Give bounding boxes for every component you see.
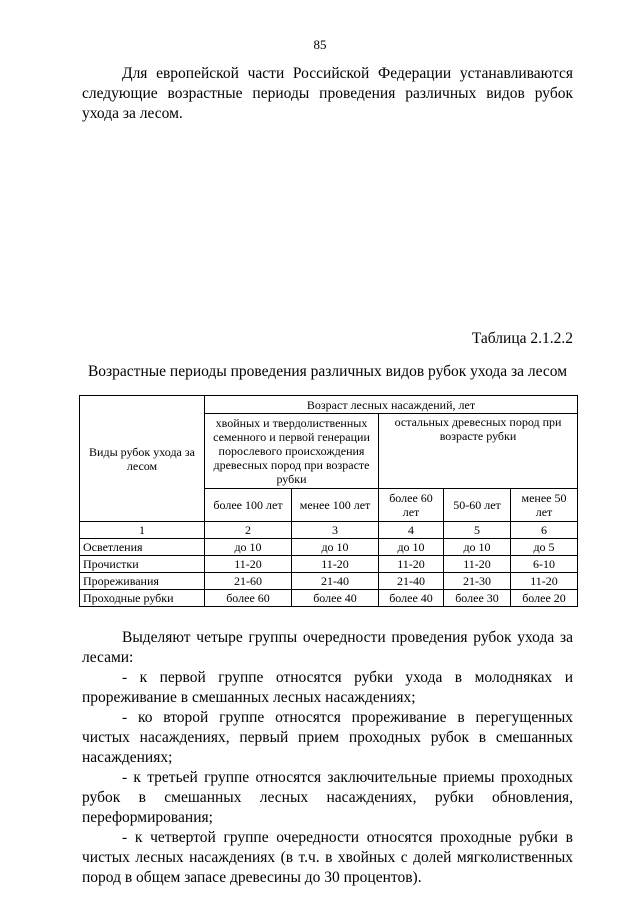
row-name-cell: Прочистки (80, 556, 205, 573)
table-row (80, 556, 578, 573)
column-number-cell: 6 (511, 522, 578, 539)
group-item: - к четвертой группе очередности относятся проходные рубки в чистых лесных насаждениях (в т.ч. в хвойных с долей мягколиственных пород в общем запасе древесины до 30 процентов). (82, 829, 573, 886)
subheader-cell: более 60 лет (379, 489, 444, 522)
table-cell: более 40 (379, 590, 444, 607)
group-item: - к третьей группе относятся заключительные приемы проходных рубок в смешанных лесных насаждениях, рубки обновления, переформирования; (82, 769, 573, 826)
column-number-cell: 2 (205, 522, 292, 539)
table-cell: до 10 (444, 539, 511, 556)
table-cell: 21-40 (379, 573, 444, 590)
table-cell: 11-20 (379, 556, 444, 573)
groups-section (82, 628, 573, 888)
table-number-row (80, 522, 578, 539)
groups-intro-paragraph: Выделяют четыре группы очередности проведения рубок ухода за лесами: (82, 629, 573, 666)
table-cell: 21-30 (444, 573, 511, 590)
age-periods-table (79, 395, 578, 607)
page-number: 85 (313, 37, 327, 52)
subheader-cell: менее 50 лет (511, 489, 578, 522)
table-header-row (80, 396, 578, 414)
table-cell: 11-20 (444, 556, 511, 573)
table-cell: 21-40 (292, 573, 379, 590)
table-row (80, 539, 578, 556)
column-number-cell: 3 (292, 522, 379, 539)
row-name-cell: Прореживания (80, 573, 205, 590)
table-cell: более 30 (444, 590, 511, 607)
table-number: Таблица 2.1.2.2 (471, 330, 573, 347)
table-cell: 11-20 (205, 556, 292, 573)
table-cell: до 5 (511, 539, 578, 556)
row-name-cell: Осветления (80, 539, 205, 556)
group-other-header: остальных древесных пород при возрасте рубки (379, 414, 578, 489)
table-cell: до 10 (292, 539, 379, 556)
column-number-cell: 1 (80, 522, 205, 539)
table-title: Возрастные периоды проведения различных видов рубок ухода за лесом (87, 363, 568, 380)
age-group-header: Возраст лесных насаждений, лет (205, 396, 578, 414)
subheader-cell: более 100 лет (205, 489, 292, 522)
intro-paragraph: Для европейской части Российской Федерации устанавливаются следующие возрастные периоды проведения различных видов рубок ухода за лесом. (82, 65, 573, 122)
table-row (80, 590, 578, 607)
group-conifer-header: хвойных и твердолиственных семенного и первой генерации порослевого происхождения древесных пород при возрасте рубки (205, 414, 379, 489)
table-cell: 21-60 (205, 573, 292, 590)
row-name-cell: Проходные рубки (80, 590, 205, 607)
table-cell: 11-20 (292, 556, 379, 573)
table-cell: 11-20 (511, 573, 578, 590)
table-cell: более 20 (511, 590, 578, 607)
table-row (80, 573, 578, 590)
table-cell: до 10 (379, 539, 444, 556)
table-cell: более 60 (205, 590, 292, 607)
row-header-cell: Виды рубок ухода за лесом (80, 396, 205, 522)
table-cell: 6-10 (511, 556, 578, 573)
group-item: - к первой группе относятся рубки ухода в молодняках и прореживание в смешанных лесных насаждениях; (82, 669, 573, 706)
column-number-cell: 4 (379, 522, 444, 539)
column-number-cell: 5 (444, 522, 511, 539)
table-cell: до 10 (205, 539, 292, 556)
table-cell: более 40 (292, 590, 379, 607)
subheader-cell: менее 100 лет (292, 489, 379, 522)
subheader-cell: 50-60 лет (444, 489, 511, 522)
group-item: - ко второй группе относятся прореживание в перегущенных чистых насаждениях, первый прием проходных рубок в смешанных насаждениях; (82, 709, 573, 766)
